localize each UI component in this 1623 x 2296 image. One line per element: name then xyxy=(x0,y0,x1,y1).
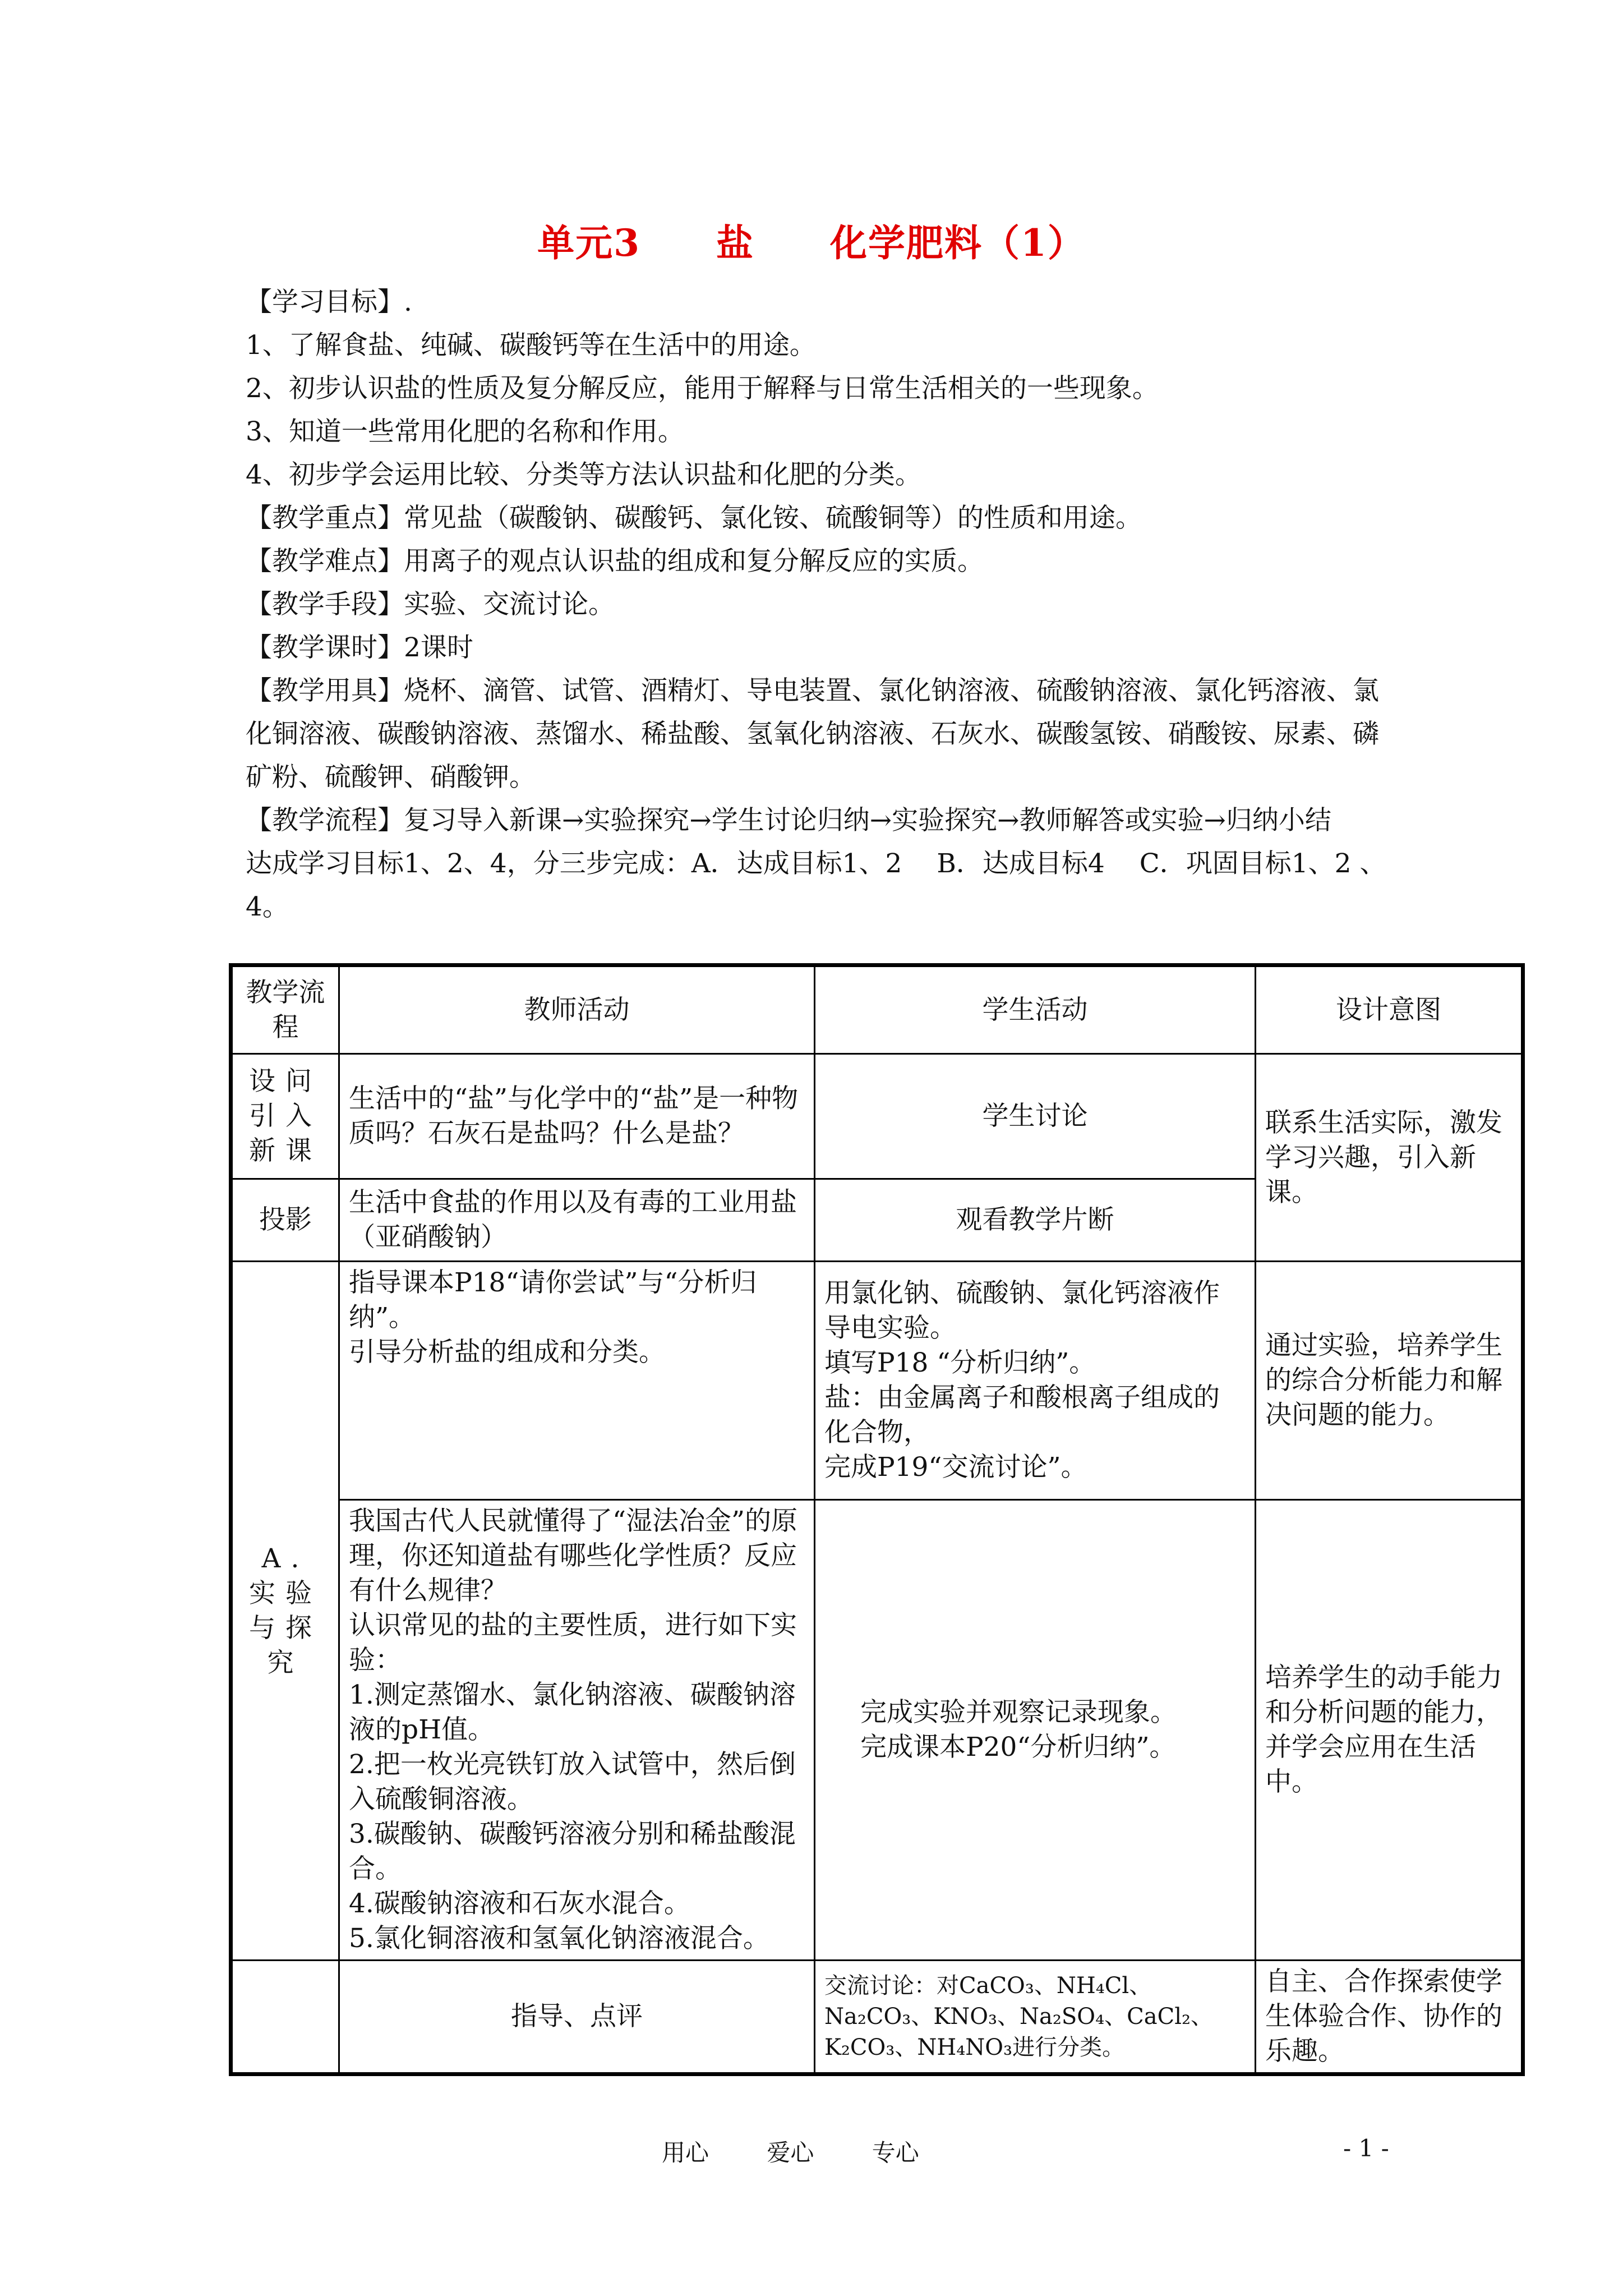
title-part-1: 单元3 xyxy=(537,221,641,265)
teacher-line: 1.测定蒸馏水、氯化钠溶液、碳酸钠溶液的pH值。 xyxy=(349,1680,796,1745)
footer-word: 专心 xyxy=(872,2139,919,2166)
teacher-line: 认识常见的盐的主要性质，进行如下实验： xyxy=(349,1610,797,1676)
table-row xyxy=(231,1054,1523,1179)
student-line: 填写P18 “分析归纳”。 xyxy=(824,1347,1096,1378)
intent-cell: 联系生活实际，激发学习兴趣，引入新课。 xyxy=(1256,1054,1523,1262)
paragraph-key-points: 【教学重点】常见盐（碳酸钠、碳酸钙、氯化铵、硫酸铜等）的性质和用途。 xyxy=(246,503,1142,533)
teacher-line: 3.碳酸钠、碳酸钙溶液分别和稀盐酸混合。 xyxy=(349,1819,796,1884)
footer-word: 用心 xyxy=(662,2139,709,2166)
table-row xyxy=(231,1500,1523,1961)
paragraph-methods: 【教学手段】实验、交流讨论。 xyxy=(246,589,615,620)
teacher-line: 引导分析盐的组成和分类。 xyxy=(349,1337,665,1368)
paragraph-objective-1: 1、了解食盐、纯碱、碳酸钙等在生活中的用途。 xyxy=(246,330,816,361)
stage-cell: 设问引入新课 xyxy=(231,1054,339,1179)
student-cell xyxy=(815,1262,1256,1500)
teacher-line: 指导课本P18“请你尝试”与“分析归纳”。 xyxy=(349,1267,757,1333)
intent-cell: 自主、合作探索使学生体验合作、协作的乐趣。 xyxy=(1256,1961,1523,2074)
student-cell: 交流讨论：对CaCO₃、NH₄Cl、Na₂CO₃、KNO₃、Na₂SO₄、CaCl₂、K₂CO₃、NH₄NO₃进行分类。 xyxy=(815,1961,1256,2074)
teacher-line: 4.碳酸钠溶液和石灰水混合。 xyxy=(349,1888,690,1919)
page-number: - 1 - xyxy=(1343,2134,1389,2162)
paragraph-difficulties: 【教学难点】用离子的观点认识盐的组成和复分解反应的实质。 xyxy=(246,546,984,577)
student-line: 完成P19“交流讨论”。 xyxy=(824,1452,1087,1483)
header-stage: 教学流程 xyxy=(231,965,339,1054)
paragraph-process: 【教学流程】复习导入新课→实验探究→学生讨论归纳→实验探究→教师解答或实验→归纳小结 xyxy=(246,805,1331,836)
student-line: 用氯化钠、硫酸钠、氯化钙溶液作导电实验。 xyxy=(824,1278,1220,1343)
header-student: 学生活动 xyxy=(815,965,1256,1054)
table-row xyxy=(231,1262,1523,1500)
paragraph-objective-4: 4、初步学会运用比较、分类等方法认识盐和化肥的分类。 xyxy=(246,459,921,490)
intent-cell: 通过实验，培养学生的综合分析能力和解决问题的能力。 xyxy=(1256,1262,1523,1500)
paragraph-tools: 【教学用具】烧杯、滴管、试管、酒精灯、导电装置、氯化钠溶液、硫酸钠溶液、氯化钙溶液、氯化铜溶液、碳酸钠溶液、蒸馏水、稀盐酸、氢氧化钠溶液、石灰水、碳酸氢铵、硝酸铵、尿素、磷矿粉、硫酸钾、硝酸钾。 xyxy=(246,675,1379,793)
table-header-row xyxy=(231,965,1523,1054)
student-line: 盐：由金属离子和酸根离子组成的化合物， xyxy=(824,1382,1220,1448)
footer-word: 爱心 xyxy=(767,2139,814,2166)
paragraph-objective-2: 2、初步认识盐的性质及复分解反应，能用于解释与日常生活相关的一些现象。 xyxy=(246,373,1159,404)
teacher-line: 2.把一枚光亮铁钉放入试管中，然后倒入硫酸铜溶液。 xyxy=(349,1749,796,1815)
paragraph-objectives-heading: 【学习目标】. xyxy=(246,287,412,318)
student-line: 完成实验并观察记录现象。 xyxy=(860,1697,1177,1728)
paragraph-goals: 达成学习目标1、2、4，分三步完成：A．达成目标1、2 B．达成目标4 C．巩固目标1、2 、4。 xyxy=(246,848,1386,922)
title-part-3: 化学肥料（1） xyxy=(829,221,1086,265)
teacher-cell xyxy=(339,1262,815,1500)
header-teacher: 教师活动 xyxy=(339,965,815,1054)
header-intent: 设计意图 xyxy=(1256,965,1523,1054)
teacher-cell: 生活中的“盐”与化学中的“盐”是一种物质吗？石灰石是盐吗？什么是盐？ xyxy=(339,1054,815,1179)
student-cell: 学生讨论 xyxy=(815,1054,1256,1179)
teacher-cell: 生活中食盐的作用以及有毒的工业用盐（亚硝酸钠） xyxy=(339,1179,815,1262)
stage-cell: A. 实验与探究 xyxy=(231,1262,339,1961)
page-title xyxy=(0,213,1623,266)
title-part-2: 盐 xyxy=(716,221,754,265)
teacher-cell: 指导、点评 xyxy=(339,1961,815,2074)
student-line: 完成课本P20“分析归纳”。 xyxy=(860,1732,1176,1763)
paragraph-hours: 【教学课时】2课时 xyxy=(246,632,473,663)
table-row xyxy=(231,1961,1523,2074)
intro-section xyxy=(246,280,1390,928)
teacher-cell xyxy=(339,1500,815,1961)
teacher-line: 5.氯化铜溶液和氢氧化钠溶液混合。 xyxy=(349,1923,769,1954)
intent-cell: 培养学生的动手能力和分析问题的能力，并学会应用在生活中。 xyxy=(1256,1500,1523,1961)
footer-motto xyxy=(662,2134,998,2168)
lesson-table xyxy=(229,963,1525,2076)
teacher-line: 我国古代人民就懂得了“湿法冶金”的原理，你还知道盐有哪些化学性质？反应有什么规律？ xyxy=(349,1506,798,1606)
student-cell xyxy=(815,1500,1256,1961)
student-cell: 观看教学片断 xyxy=(815,1179,1256,1262)
stage-cell xyxy=(231,1961,339,2074)
stage-cell: 投影 xyxy=(231,1179,339,1262)
paragraph-objective-3: 3、知道一些常用化肥的名称和作用。 xyxy=(246,416,684,447)
